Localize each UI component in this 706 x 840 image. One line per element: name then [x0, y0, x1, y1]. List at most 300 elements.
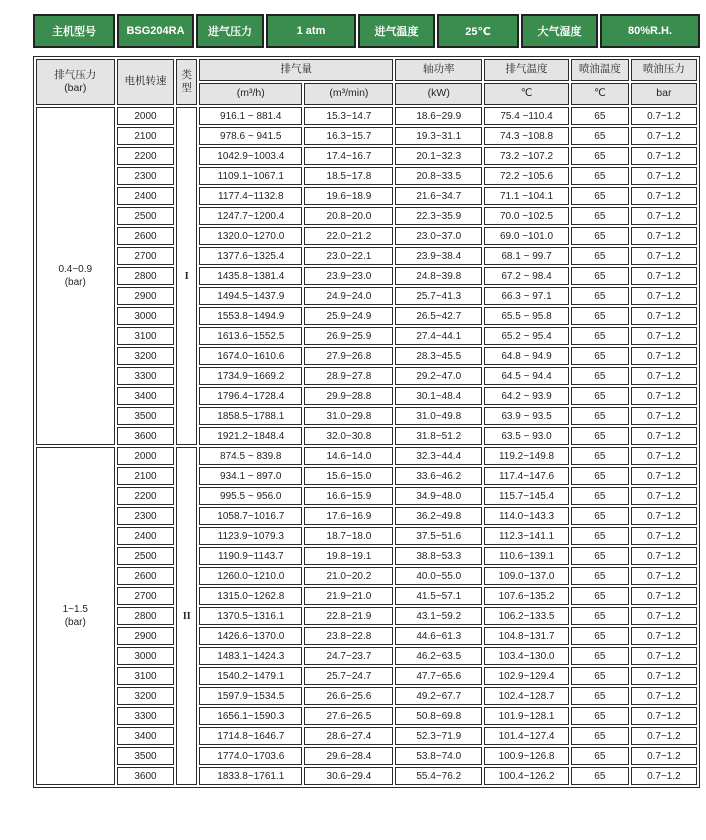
capacity-m3min-cell: 28.9~27.8 — [304, 367, 393, 385]
oil-temp-cell: 65 — [571, 227, 629, 245]
type-header-char1: 类 — [181, 68, 192, 81]
oil-pressure-cell: 0.7~1.2 — [631, 427, 697, 445]
shaft-power-cell: 47.7~65.6 — [395, 667, 482, 685]
motor-speed-cell: 2100 — [117, 127, 175, 145]
capacity-m3h-cell: 1377.6~1325.4 — [199, 247, 302, 265]
motor-speed-cell: 3000 — [117, 647, 175, 665]
capacity-m3h-cell: 1370.5~1316.1 — [199, 607, 302, 625]
capacity-m3min-cell: 27.6~26.5 — [304, 707, 393, 725]
capacity-m3min-cell: 21.0~20.2 — [304, 567, 393, 585]
capacity-m3h-cell: 1714.8~1646.7 — [199, 727, 302, 745]
shaft-power-cell: 41.5~57.1 — [395, 587, 482, 605]
capacity-m3min-cell: 17.4~16.7 — [304, 147, 393, 165]
table-row — [36, 507, 697, 525]
oil-pressure-cell: 0.7~1.2 — [631, 227, 697, 245]
shaft-power-cell: 20.1~32.3 — [395, 147, 482, 165]
discharge-temp-cell: 73.2 ~107.2 — [484, 147, 569, 165]
discharge-temp-cell: 110.6~139.1 — [484, 547, 569, 565]
shaft-power-cell: 46.2~63.5 — [395, 647, 482, 665]
capacity-m3min-cell: 22.0~21.2 — [304, 227, 393, 245]
pressure-range-unit: (bar) — [64, 277, 86, 288]
motor-speed-cell: 2800 — [117, 607, 175, 625]
shaft-power-cell: 31.0~49.8 — [395, 407, 482, 425]
oil-pressure-cell: 0.7~1.2 — [631, 307, 697, 325]
oil-temp-cell: 65 — [571, 247, 629, 265]
discharge-temp-cell: 68.1 ~ 99.7 — [484, 247, 569, 265]
col-header-motor-speed: 电机转速 — [117, 59, 175, 105]
table-row — [36, 687, 697, 705]
banner-inlet-temp-label: 进气温度 — [358, 14, 435, 48]
shaft-power-cell: 26.5~42.7 — [395, 307, 482, 325]
capacity-m3min-cell: 19.6~18.9 — [304, 187, 393, 205]
unit-shaft-power: (kW) — [395, 83, 482, 105]
shaft-power-cell: 24.8~39.8 — [395, 267, 482, 285]
oil-pressure-cell: 0.7~1.2 — [631, 147, 697, 165]
banner-humidity-label: 大气湿度 — [521, 14, 598, 48]
table-row — [36, 427, 697, 445]
shaft-power-cell: 29.2~47.0 — [395, 367, 482, 385]
oil-temp-cell: 65 — [571, 167, 629, 185]
oil-pressure-cell: 0.7~1.2 — [631, 287, 697, 305]
shaft-power-cell: 23.0~37.0 — [395, 227, 482, 245]
motor-speed-cell: 2300 — [117, 167, 175, 185]
oil-pressure-cell: 0.7~1.2 — [631, 547, 697, 565]
oil-pressure-cell: 0.7~1.2 — [631, 247, 697, 265]
table-row — [36, 107, 697, 125]
oil-temp-cell: 65 — [571, 467, 629, 485]
oil-temp-cell: 65 — [571, 407, 629, 425]
shaft-power-cell: 20.8~33.5 — [395, 167, 482, 185]
table-row — [36, 127, 697, 145]
oil-temp-cell: 65 — [571, 547, 629, 565]
motor-speed-cell: 2700 — [117, 587, 175, 605]
shaft-power-cell: 49.2~67.7 — [395, 687, 482, 705]
banner-humidity-value: 80%R.H. — [600, 14, 700, 48]
motor-speed-cell: 2500 — [117, 207, 175, 225]
pressure-range-value: 1~1.5 — [62, 603, 88, 615]
capacity-m3min-cell: 14.6~14.0 — [304, 447, 393, 465]
type-cell: I — [176, 107, 197, 445]
capacity-m3min-cell: 23.8~22.8 — [304, 627, 393, 645]
discharge-temp-cell: 112.3~141.1 — [484, 527, 569, 545]
capacity-m3min-cell: 16.6~15.9 — [304, 487, 393, 505]
table-row — [36, 627, 697, 645]
oil-temp-cell: 65 — [571, 327, 629, 345]
discharge-temp-cell: 100.9~126.8 — [484, 747, 569, 765]
capacity-m3h-cell: 1858.5~1788.1 — [199, 407, 302, 425]
capacity-m3min-cell: 20.8~20.0 — [304, 207, 393, 225]
table-row — [36, 487, 697, 505]
shaft-power-cell: 53.8~74.0 — [395, 747, 482, 765]
oil-pressure-cell: 0.7~1.2 — [631, 327, 697, 345]
oil-temp-cell: 65 — [571, 487, 629, 505]
discharge-pressure-range-cell — [36, 107, 115, 445]
discharge-temp-cell: 103.4~130.0 — [484, 647, 569, 665]
capacity-m3h-cell: 916.1 ~ 881.4 — [199, 107, 302, 125]
oil-pressure-cell: 0.7~1.2 — [631, 667, 697, 685]
capacity-m3h-cell: 978.6 ~ 941.5 — [199, 127, 302, 145]
oil-pressure-cell: 0.7~1.2 — [631, 707, 697, 725]
shaft-power-cell: 38.8~53.3 — [395, 547, 482, 565]
capacity-m3min-cell: 26.6~25.6 — [304, 687, 393, 705]
table-row — [36, 227, 697, 245]
motor-speed-cell: 2600 — [117, 227, 175, 245]
motor-speed-cell: 3100 — [117, 327, 175, 345]
capacity-m3h-cell: 1435.8~1381.4 — [199, 267, 302, 285]
oil-pressure-cell: 0.7~1.2 — [631, 767, 697, 785]
discharge-temp-cell: 65.2 ~ 95.4 — [484, 327, 569, 345]
shaft-power-cell: 40.0~55.0 — [395, 567, 482, 585]
capacity-m3h-cell: 1042.9~1003.4 — [199, 147, 302, 165]
oil-temp-cell: 65 — [571, 287, 629, 305]
capacity-m3h-cell: 1177.4~1132.8 — [199, 187, 302, 205]
shaft-power-cell: 43.1~59.2 — [395, 607, 482, 625]
motor-speed-cell: 3300 — [117, 367, 175, 385]
discharge-temp-cell: 100.4~126.2 — [484, 767, 569, 785]
oil-temp-cell: 65 — [571, 387, 629, 405]
motor-speed-cell: 3600 — [117, 767, 175, 785]
oil-pressure-cell: 0.7~1.2 — [631, 267, 697, 285]
oil-temp-cell: 65 — [571, 507, 629, 525]
motor-speed-cell: 2900 — [117, 287, 175, 305]
table-row — [36, 267, 697, 285]
capacity-m3min-cell: 24.7~23.7 — [304, 647, 393, 665]
performance-spec-table — [33, 56, 700, 788]
table-row — [36, 527, 697, 545]
oil-temp-cell: 65 — [571, 347, 629, 365]
motor-speed-cell: 2400 — [117, 187, 175, 205]
capacity-m3h-cell: 1483.1~1424.3 — [199, 647, 302, 665]
shaft-power-cell: 50.8~69.8 — [395, 707, 482, 725]
table-row — [36, 667, 697, 685]
spec-table-header — [36, 59, 697, 105]
oil-pressure-cell: 0.7~1.2 — [631, 347, 697, 365]
oil-pressure-cell: 0.7~1.2 — [631, 507, 697, 525]
table-row — [36, 607, 697, 625]
oil-temp-cell: 65 — [571, 107, 629, 125]
capacity-m3h-cell: 1553.8~1494.9 — [199, 307, 302, 325]
shaft-power-cell: 37.5~51.6 — [395, 527, 482, 545]
oil-pressure-cell: 0.7~1.2 — [631, 447, 697, 465]
capacity-m3h-cell: 1247.7~1200.4 — [199, 207, 302, 225]
oil-temp-cell: 65 — [571, 567, 629, 585]
banner-host-model-label: 主机型号 — [33, 14, 115, 48]
discharge-pressure-unit: (bar) — [64, 82, 87, 94]
capacity-m3min-cell: 29.6~28.4 — [304, 747, 393, 765]
oil-temp-cell: 65 — [571, 767, 629, 785]
discharge-temp-cell: 67.2 ~ 98.4 — [484, 267, 569, 285]
capacity-m3min-cell: 25.7~24.7 — [304, 667, 393, 685]
capacity-m3min-cell: 31.0~29.8 — [304, 407, 393, 425]
oil-temp-cell: 65 — [571, 427, 629, 445]
capacity-m3h-cell: 1494.5~1437.9 — [199, 287, 302, 305]
capacity-m3h-cell: 1426.6~1370.0 — [199, 627, 302, 645]
table-row — [36, 467, 697, 485]
shaft-power-cell: 55.4~76.2 — [395, 767, 482, 785]
oil-pressure-cell: 0.7~1.2 — [631, 627, 697, 645]
shaft-power-cell: 28.3~45.5 — [395, 347, 482, 365]
table-row — [36, 547, 697, 565]
capacity-m3min-cell: 24.9~24.0 — [304, 287, 393, 305]
oil-temp-cell: 65 — [571, 667, 629, 685]
oil-pressure-cell: 0.7~1.2 — [631, 647, 697, 665]
unit-discharge-temp: ℃ — [484, 83, 569, 105]
capacity-m3h-cell: 1315.0~1262.8 — [199, 587, 302, 605]
motor-speed-cell: 2400 — [117, 527, 175, 545]
capacity-m3min-cell: 23.0~22.1 — [304, 247, 393, 265]
col-header-discharge-pressure — [36, 59, 115, 105]
oil-temp-cell: 65 — [571, 207, 629, 225]
spec-table-body — [36, 107, 697, 785]
table-row — [36, 307, 697, 325]
discharge-temp-cell: 64.5 ~ 94.4 — [484, 367, 569, 385]
capacity-m3min-cell: 17.6~16.9 — [304, 507, 393, 525]
motor-speed-cell: 2100 — [117, 467, 175, 485]
table-row — [36, 407, 697, 425]
col-header-shaft-power: 轴功率 — [395, 59, 482, 81]
col-header-oil-temp: 喷油温度 — [571, 59, 629, 81]
capacity-m3min-cell: 16.3~15.7 — [304, 127, 393, 145]
oil-temp-cell: 65 — [571, 727, 629, 745]
motor-speed-cell: 2500 — [117, 547, 175, 565]
unit-oil-temp: ℃ — [571, 83, 629, 105]
oil-pressure-cell: 0.7~1.2 — [631, 747, 697, 765]
motor-speed-cell: 2900 — [117, 627, 175, 645]
oil-temp-cell: 65 — [571, 307, 629, 325]
type-header-char2: 型 — [181, 82, 192, 94]
discharge-temp-cell: 64.2 ~ 93.9 — [484, 387, 569, 405]
oil-pressure-cell: 0.7~1.2 — [631, 387, 697, 405]
table-row — [36, 287, 697, 305]
capacity-m3min-cell: 18.5~17.8 — [304, 167, 393, 185]
discharge-temp-cell: 109.0~137.0 — [484, 567, 569, 585]
col-header-discharge-temp: 排气温度 — [484, 59, 569, 81]
capacity-m3h-cell: 1123.9~1079.3 — [199, 527, 302, 545]
shaft-power-cell: 52.3~71.9 — [395, 727, 482, 745]
oil-temp-cell: 65 — [571, 607, 629, 625]
oil-pressure-cell: 0.7~1.2 — [631, 407, 697, 425]
shaft-power-cell: 32.3~44.4 — [395, 447, 482, 465]
capacity-m3min-cell: 23.9~23.0 — [304, 267, 393, 285]
table-row — [36, 747, 697, 765]
motor-speed-cell: 2000 — [117, 447, 175, 465]
table-row — [36, 147, 697, 165]
table-row — [36, 347, 697, 365]
motor-speed-cell: 3500 — [117, 407, 175, 425]
discharge-pressure-title: 排气压力 — [54, 68, 97, 81]
oil-pressure-cell: 0.7~1.2 — [631, 367, 697, 385]
table-row — [36, 167, 697, 185]
capacity-m3min-cell: 22.8~21.9 — [304, 607, 393, 625]
discharge-temp-cell: 63.9 ~ 93.5 — [484, 407, 569, 425]
unit-capacity-m3min: (m³/min) — [304, 83, 393, 105]
discharge-temp-cell: 106.2~133.5 — [484, 607, 569, 625]
capacity-m3min-cell: 15.6~15.0 — [304, 467, 393, 485]
oil-temp-cell: 65 — [571, 707, 629, 725]
oil-pressure-cell: 0.7~1.2 — [631, 487, 697, 505]
parameter-banner — [33, 14, 700, 48]
motor-speed-cell: 3200 — [117, 687, 175, 705]
shaft-power-cell: 27.4~44.1 — [395, 327, 482, 345]
table-row — [36, 447, 697, 465]
capacity-m3h-cell: 1190.9~1143.7 — [199, 547, 302, 565]
motor-speed-cell: 3100 — [117, 667, 175, 685]
discharge-temp-cell: 104.8~131.7 — [484, 627, 569, 645]
capacity-m3h-cell: 1597.9~1534.5 — [199, 687, 302, 705]
table-row — [36, 587, 697, 605]
unit-capacity-m3h: (m³/h) — [199, 83, 302, 105]
capacity-m3min-cell: 30.6~29.4 — [304, 767, 393, 785]
oil-pressure-cell: 0.7~1.2 — [631, 567, 697, 585]
banner-inlet-temp-value: 25℃ — [437, 14, 519, 48]
capacity-m3min-cell: 28.6~27.4 — [304, 727, 393, 745]
oil-pressure-cell: 0.7~1.2 — [631, 467, 697, 485]
oil-pressure-cell: 0.7~1.2 — [631, 587, 697, 605]
shaft-power-cell: 19.3~31.1 — [395, 127, 482, 145]
capacity-m3min-cell: 27.9~26.8 — [304, 347, 393, 365]
motor-speed-cell: 2800 — [117, 267, 175, 285]
motor-speed-cell: 3200 — [117, 347, 175, 365]
oil-temp-cell: 65 — [571, 147, 629, 165]
table-row — [36, 327, 697, 345]
oil-temp-cell: 65 — [571, 367, 629, 385]
oil-temp-cell: 65 — [571, 647, 629, 665]
table-row — [36, 207, 697, 225]
shaft-power-cell: 25.7~41.3 — [395, 287, 482, 305]
banner-host-model-value: BSG204RA — [117, 14, 194, 48]
motor-speed-cell: 3400 — [117, 727, 175, 745]
capacity-m3h-cell: 1058.7~1016.7 — [199, 507, 302, 525]
capacity-m3h-cell: 995.5 ~ 956.0 — [199, 487, 302, 505]
capacity-m3h-cell: 1656.1~1590.3 — [199, 707, 302, 725]
oil-pressure-cell: 0.7~1.2 — [631, 727, 697, 745]
unit-oil-pressure: bar — [631, 83, 697, 105]
oil-pressure-cell: 0.7~1.2 — [631, 687, 697, 705]
oil-pressure-cell: 0.7~1.2 — [631, 107, 697, 125]
banner-inlet-pressure-label: 进气压力 — [196, 14, 264, 48]
shaft-power-cell: 23.9~38.4 — [395, 247, 482, 265]
oil-pressure-cell: 0.7~1.2 — [631, 607, 697, 625]
discharge-temp-cell: 72.2 ~105.6 — [484, 167, 569, 185]
capacity-m3h-cell: 1260.0~1210.0 — [199, 567, 302, 585]
capacity-m3min-cell: 21.9~21.0 — [304, 587, 393, 605]
capacity-m3h-cell: 1774.0~1703.6 — [199, 747, 302, 765]
discharge-temp-cell: 63.5 ~ 93.0 — [484, 427, 569, 445]
col-header-capacity: 排气量 — [199, 59, 393, 81]
col-header-type — [176, 59, 197, 105]
oil-temp-cell: 65 — [571, 627, 629, 645]
table-row — [36, 767, 697, 785]
motor-speed-cell: 2200 — [117, 147, 175, 165]
oil-temp-cell: 65 — [571, 527, 629, 545]
discharge-temp-cell: 119.2~149.8 — [484, 447, 569, 465]
discharge-temp-cell: 101.4~127.4 — [484, 727, 569, 745]
oil-temp-cell: 65 — [571, 447, 629, 465]
discharge-temp-cell: 69.0 ~101.0 — [484, 227, 569, 245]
table-row — [36, 187, 697, 205]
shaft-power-cell: 44.6~61.3 — [395, 627, 482, 645]
oil-pressure-cell: 0.7~1.2 — [631, 527, 697, 545]
capacity-m3min-cell: 32.0~30.8 — [304, 427, 393, 445]
pressure-range-value: 0.4~0.9 — [58, 263, 93, 275]
discharge-temp-cell: 114.0~143.3 — [484, 507, 569, 525]
oil-pressure-cell: 0.7~1.2 — [631, 187, 697, 205]
discharge-temp-cell: 65.5 ~ 95.8 — [484, 307, 569, 325]
shaft-power-cell: 31.8~51.2 — [395, 427, 482, 445]
discharge-temp-cell: 115.7~145.4 — [484, 487, 569, 505]
oil-temp-cell: 65 — [571, 587, 629, 605]
shaft-power-cell: 21.6~34.7 — [395, 187, 482, 205]
shaft-power-cell: 18.6~29.9 — [395, 107, 482, 125]
discharge-temp-cell: 70.0 ~102.5 — [484, 207, 569, 225]
discharge-temp-cell: 102.4~128.7 — [484, 687, 569, 705]
shaft-power-cell: 36.2~49.8 — [395, 507, 482, 525]
capacity-m3min-cell: 18.7~18.0 — [304, 527, 393, 545]
table-row — [36, 567, 697, 585]
col-header-oil-pressure: 喷油压力 — [631, 59, 697, 81]
banner-inlet-pressure-value: 1 atm — [266, 14, 356, 48]
capacity-m3h-cell: 1540.2~1479.1 — [199, 667, 302, 685]
motor-speed-cell: 2300 — [117, 507, 175, 525]
capacity-m3h-cell: 934.1 ~ 897.0 — [199, 467, 302, 485]
motor-speed-cell: 2700 — [117, 247, 175, 265]
capacity-m3h-cell: 1734.9~1669.2 — [199, 367, 302, 385]
table-row — [36, 387, 697, 405]
capacity-m3min-cell: 29.9~28.8 — [304, 387, 393, 405]
type-cell: II — [176, 447, 197, 785]
shaft-power-cell: 22.3~35.9 — [395, 207, 482, 225]
table-row — [36, 247, 697, 265]
capacity-m3min-cell: 25.9~24.9 — [304, 307, 393, 325]
motor-speed-cell: 2000 — [117, 107, 175, 125]
motor-speed-cell: 3400 — [117, 387, 175, 405]
pressure-range-unit: (bar) — [64, 617, 86, 628]
motor-speed-cell: 2600 — [117, 567, 175, 585]
capacity-m3h-cell: 874.5 ~ 839.8 — [199, 447, 302, 465]
oil-pressure-cell: 0.7~1.2 — [631, 167, 697, 185]
oil-temp-cell: 65 — [571, 127, 629, 145]
oil-pressure-cell: 0.7~1.2 — [631, 127, 697, 145]
shaft-power-cell: 34.9~48.0 — [395, 487, 482, 505]
discharge-temp-cell: 66.3 ~ 97.1 — [484, 287, 569, 305]
capacity-m3min-cell: 15.3~14.7 — [304, 107, 393, 125]
discharge-temp-cell: 107.6~135.2 — [484, 587, 569, 605]
oil-temp-cell: 65 — [571, 267, 629, 285]
motor-speed-cell: 3600 — [117, 427, 175, 445]
discharge-temp-cell: 117.4~147.6 — [484, 467, 569, 485]
motor-speed-cell: 3300 — [117, 707, 175, 725]
table-row — [36, 367, 697, 385]
motor-speed-cell: 3500 — [117, 747, 175, 765]
discharge-pressure-range-cell — [36, 447, 115, 785]
capacity-m3h-cell: 1921.2~1848.4 — [199, 427, 302, 445]
motor-speed-cell: 3000 — [117, 307, 175, 325]
capacity-m3h-cell: 1613.6~1552.5 — [199, 327, 302, 345]
discharge-temp-cell: 75.4 ~110.4 — [484, 107, 569, 125]
oil-temp-cell: 65 — [571, 187, 629, 205]
table-row — [36, 707, 697, 725]
capacity-m3h-cell: 1674.0~1610.6 — [199, 347, 302, 365]
capacity-m3min-cell: 19.8~19.1 — [304, 547, 393, 565]
oil-pressure-cell: 0.7~1.2 — [631, 207, 697, 225]
capacity-m3h-cell: 1833.8~1761.1 — [199, 767, 302, 785]
capacity-m3h-cell: 1796.4~1728.4 — [199, 387, 302, 405]
shaft-power-cell: 33.6~46.2 — [395, 467, 482, 485]
shaft-power-cell: 30.1~48.4 — [395, 387, 482, 405]
discharge-temp-cell: 71.1 ~104.1 — [484, 187, 569, 205]
discharge-temp-cell: 64.8 ~ 94.9 — [484, 347, 569, 365]
oil-temp-cell: 65 — [571, 687, 629, 705]
